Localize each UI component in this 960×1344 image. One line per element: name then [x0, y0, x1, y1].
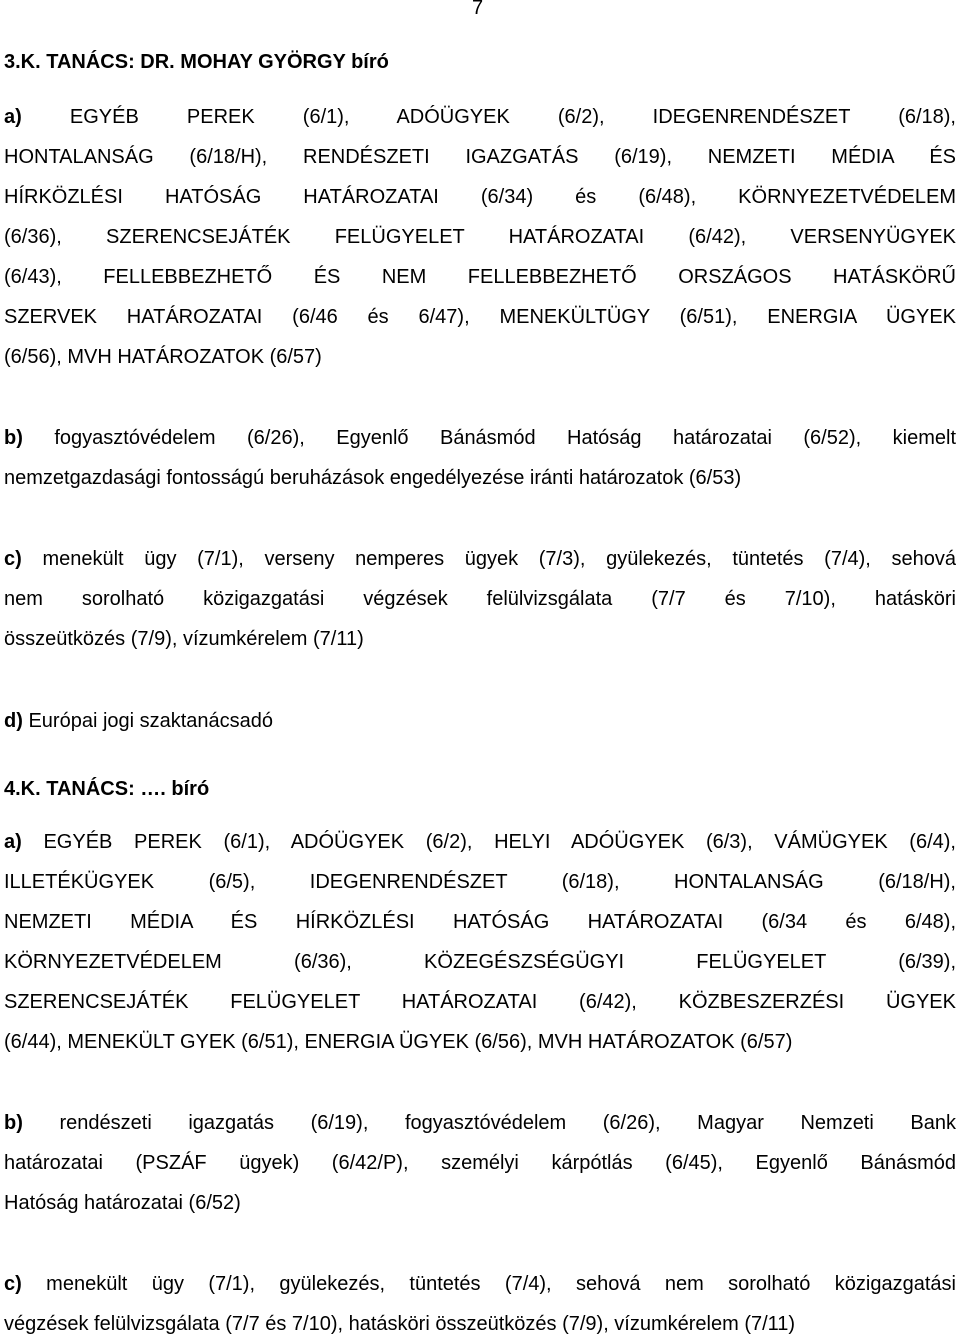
- council3-a-line-1: HONTALANSÁG (6/18/H), RENDÉSZETI IGAZGATÁS (6/19), NEMZETI MÉDIA ÉS: [4, 146, 956, 168]
- council3-c-line-1: nem sorolható közigazgatási végzések felülvizsgálata (7/7 és 7/10), hatásköri: [4, 588, 956, 610]
- council4-a-label: a): [4, 831, 22, 853]
- council3-a-label: a): [4, 106, 22, 128]
- council3-c-line-2: összeütközés (7/9), vízumkérelem (7/11): [4, 628, 364, 650]
- page-number: 7: [472, 0, 484, 19]
- council4-a-line-1: ILLETÉKÜGYEK (6/5), IDEGENRENDÉSZET (6/18), HONTALANSÁG (6/18/H),: [4, 871, 956, 893]
- council3-a-line-4: (6/43), FELLEBBEZHETŐ ÉS NEM FELLEBBEZHETŐ ORSZÁGOS HATÁSKÖRŰ: [4, 266, 956, 288]
- council4-a-line-3: KÖRNYEZETVÉDELEM (6/36), KÖZEGÉSZSÉGÜGYI FELÜGYELET (6/39),: [4, 951, 956, 973]
- council4-c-line-0: menekült ügy (7/1), gyülekezés, tüntetés (7/4), sehová nem sorolható közigazgatási: [21, 1273, 956, 1295]
- council3-b-line-0: fogyasztóvédelem (6/26), Egyenlő Bánásmód Hatóság határozatai (6/52), kiemelt: [22, 427, 956, 449]
- council3-a-line-6: (6/56), MVH HATÁROZATOK (6/57): [4, 346, 322, 368]
- council3-paragraph-d: [4, 701, 956, 741]
- council4-b-line-0: rendészeti igazgatás (6/19), fogyasztóvédelem (6/26), Magyar Nemzeti Bank: [22, 1112, 956, 1134]
- council4-a-line-5: (6/44), MENEKÜLT GYEK (6/51), ENERGIA ÜGYEK (6/56), MVH HATÁROZATOK (6/57): [4, 1031, 793, 1053]
- council4-paragraph-c: [4, 1264, 956, 1344]
- council3-c-label: c): [4, 548, 22, 570]
- council3-a-line-2: HÍRKÖZLÉSI HATÓSÁG HATÁROZATAI (6/34) és (6/48), KÖRNYEZETVÉDELEM: [4, 186, 956, 208]
- council3-a-line-0: EGYÉB PEREK (6/1), ADÓÜGYEK (6/2), IDEGENRENDÉSZET (6/18),: [21, 106, 956, 128]
- council4-a-line-0: EGYÉB PEREK (6/1), ADÓÜGYEK (6/2), HELYI ADÓÜGYEK (6/3), VÁMÜGYEK (6/4),: [21, 831, 956, 853]
- council3-paragraph-c: [4, 539, 956, 659]
- council4-b-line-2: Hatóság határozatai (6/52): [4, 1192, 241, 1214]
- council3-c-line-0: menekült ügy (7/1), verseny nemperes ügyek (7/3), gyülekezés, tüntetés (7/4), sehová: [21, 548, 956, 570]
- council4-paragraph-a: [4, 822, 956, 1062]
- council4-b-label: b): [4, 1112, 23, 1134]
- council4-paragraph-b: [4, 1103, 956, 1223]
- council4-c-label: c): [4, 1273, 22, 1295]
- council3-a-line-5: SZERVEK HATÁROZATAI (6/46 és 6/47), MENEKÜLTÜGY (6/51), ENERGIA ÜGYEK: [4, 306, 956, 328]
- council3-paragraph-b: [4, 418, 956, 498]
- council3-heading: 3.K. TANÁCS: DR. MOHAY GYÖRGY bíró: [4, 51, 389, 73]
- council4-heading: 4.K. TANÁCS: …. bíró: [4, 778, 210, 800]
- council3-b-label: b): [4, 427, 23, 449]
- council3-paragraph-a: [4, 97, 956, 377]
- council3-d-label: d): [4, 710, 23, 732]
- council4-c-line-1: végzések felülvizsgálata (7/7 és 7/10), hatásköri összeütközés (7/9), vízumkérelem (7/11): [4, 1313, 796, 1335]
- council4-a-line-2: NEMZETI MÉDIA ÉS HÍRKÖZLÉSI HATÓSÁG HATÁROZATAI (6/34 és 6/48),: [4, 911, 956, 933]
- council4-a-line-4: SZERENCSEJÁTÉK FELÜGYELET HATÁROZATAI (6/42), KÖZBESZERZÉSI ÜGYEK: [4, 991, 956, 1013]
- council4-b-line-1: határozatai (PSZÁF ügyek) (6/42/P), személyi kárpótlás (6/45), Egyenlő Bánásmód: [4, 1152, 956, 1174]
- council3-d-text: Európai jogi szaktanácsadó: [22, 710, 274, 732]
- council3-a-line-3: (6/36), SZERENCSEJÁTÉK FELÜGYELET HATÁROZATAI (6/42), VERSENYÜGYEK: [4, 226, 956, 248]
- council3-b-line-1: nemzetgazdasági fontosságú beruházások engedélyezése iránti határozatok (6/53): [4, 467, 742, 489]
